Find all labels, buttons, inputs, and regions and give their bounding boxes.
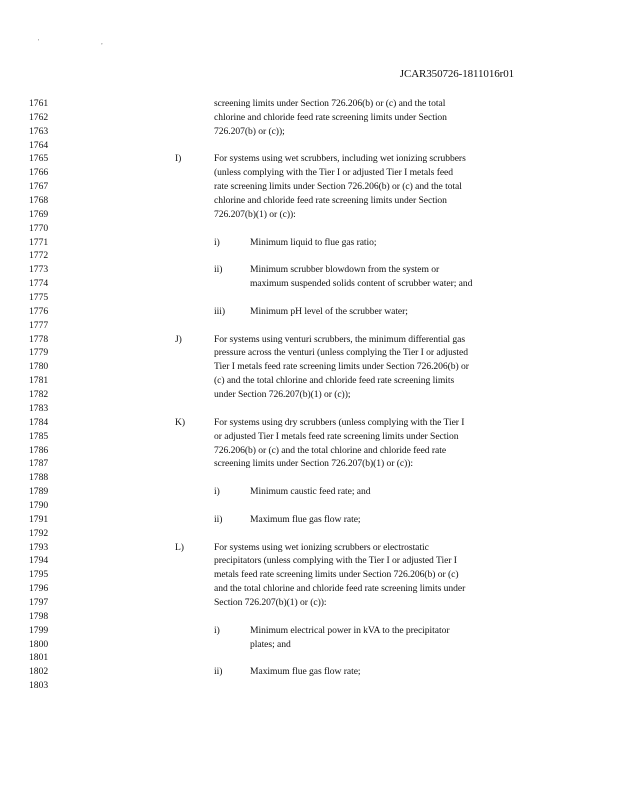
line-number: 1781 xyxy=(29,375,49,387)
list-marker: I) xyxy=(175,153,182,165)
line-number: 1788 xyxy=(29,472,49,484)
line-number: 1770 xyxy=(29,222,49,234)
line-number: 1763 xyxy=(29,125,49,137)
text-line: (c) and the total chlorine and chloride feed rate screening limits xyxy=(214,375,455,387)
line-number: 1795 xyxy=(29,569,49,581)
line-number: 1769 xyxy=(29,208,49,220)
line-number: 1790 xyxy=(29,499,49,511)
list-marker: i) xyxy=(214,624,220,636)
line-number: 1801 xyxy=(29,652,49,664)
line-number: 1768 xyxy=(29,195,49,207)
document-id: JCAR350726-1811016r01 xyxy=(399,68,514,80)
text-line: Section 726.207(b)(1) or (c)): xyxy=(214,596,327,608)
list-marker: K) xyxy=(175,416,186,428)
list-marker: i) xyxy=(214,486,220,498)
line-number: 1797 xyxy=(29,596,49,608)
line-number: 1775 xyxy=(29,292,49,304)
text-line: 726.207(b)(1) or (c)): xyxy=(214,208,296,220)
line-number: 1767 xyxy=(29,181,49,193)
text-line: (unless complying with the Tier I or adjusted Tier I metals feed xyxy=(214,167,454,179)
line-number: 1783 xyxy=(29,402,49,414)
line-number: 1777 xyxy=(29,319,49,331)
line-number: 1774 xyxy=(29,278,49,290)
text-line: Tier I metals feed rate screening limits under Section 726.206(b) or xyxy=(214,361,469,373)
text-line: For systems using wet scrubbers, including wet ionizing scrubbers xyxy=(214,153,466,165)
line-number: 1792 xyxy=(29,527,49,539)
line-number: 1784 xyxy=(29,416,49,428)
line-number: 1772 xyxy=(29,250,49,262)
line-number: 1800 xyxy=(29,638,49,650)
text-line: under Section 726.207(b)(1) or (c)); xyxy=(214,389,351,401)
scan-marks: ' , xyxy=(38,38,133,46)
text-line: Minimum electrical power in kVA to the precipitator xyxy=(250,624,450,636)
line-number: 1802 xyxy=(29,666,49,678)
line-number: 1762 xyxy=(29,111,49,123)
text-line: precipitators (unless complying with the Tier I or adjusted Tier I xyxy=(214,555,457,567)
text-line: rate screening limits under Section 726.206(b) or (c) and the total xyxy=(214,181,462,193)
line-number: 1782 xyxy=(29,389,49,401)
line-number: 1799 xyxy=(29,624,49,636)
line-number: 1787 xyxy=(29,458,49,470)
text-line: Minimum scrubber blowdown from the system or xyxy=(250,264,440,276)
list-marker: ii) xyxy=(214,666,223,678)
list-marker: iii) xyxy=(214,305,225,317)
line-number: 1766 xyxy=(29,167,49,179)
text-line: maximum suspended solids content of scrubber water; and xyxy=(250,278,473,290)
text-line: Maximum flue gas flow rate; xyxy=(250,513,361,525)
text-line: 726.206(b) or (c) and the total chlorine and chloride feed rate xyxy=(214,444,447,456)
text-line: screening limits under Section 726.207(b)(1) or (c)): xyxy=(214,458,414,470)
text-line: chlorine and chloride feed rate screening limits under Section xyxy=(214,111,447,123)
line-number: 1798 xyxy=(29,610,49,622)
text-line: screening limits under Section 726.206(b) or (c) and the total xyxy=(214,98,446,109)
text-line: and the total chlorine and chloride feed rate screening limits under xyxy=(214,583,466,595)
text-line: For systems using dry scrubbers (unless complying with the Tier I xyxy=(214,416,465,428)
text-line: plates; and xyxy=(250,638,291,650)
line-number: 1773 xyxy=(29,264,49,276)
list-marker: ii) xyxy=(214,513,223,525)
text-line: metals feed rate screening limits under Section 726.206(b) or (c) xyxy=(214,569,459,581)
line-number: 1779 xyxy=(29,347,49,359)
text-line: Maximum flue gas flow rate; xyxy=(250,666,361,678)
line-number: 1785 xyxy=(29,430,49,442)
list-marker: J) xyxy=(175,333,182,345)
line-number: 1789 xyxy=(29,486,49,498)
line-number: 1794 xyxy=(29,555,49,567)
text-line: For systems using venturi scrubbers, the minimum differential gas xyxy=(214,333,466,345)
text-line: or adjusted Tier I metals feed rate screening limits under Section xyxy=(214,430,459,442)
line-number: 1778 xyxy=(29,333,49,345)
text-line: 726.207(b) or (c)); xyxy=(214,125,285,137)
list-marker: i) xyxy=(214,236,220,248)
line-number: 1780 xyxy=(29,361,49,373)
text-line: Minimum liquid to flue gas ratio; xyxy=(250,236,377,248)
text-line: Minimum pH level of the scrubber water; xyxy=(250,305,408,317)
line-number: 1761 xyxy=(29,98,49,109)
line-number: 1796 xyxy=(29,583,49,595)
line-number: 1803 xyxy=(29,680,49,692)
text-line: pressure across the venturi (unless complying the Tier I or adjusted xyxy=(214,347,468,359)
line-number: 1771 xyxy=(29,236,49,248)
text-line: Minimum caustic feed rate; and xyxy=(250,486,371,498)
line-number: 1793 xyxy=(29,541,49,553)
text-line: chlorine and chloride feed rate screening limits under Section xyxy=(214,195,447,207)
line-number: 1764 xyxy=(29,139,49,151)
line-number: 1776 xyxy=(29,305,49,317)
text-line: For systems using wet ionizing scrubbers or electrostatic xyxy=(214,541,429,553)
line-number: 1765 xyxy=(29,153,49,165)
list-marker: L) xyxy=(175,541,184,553)
list-marker: ii) xyxy=(214,264,223,276)
line-number: 1786 xyxy=(29,444,49,456)
line-number: 1791 xyxy=(29,513,49,525)
